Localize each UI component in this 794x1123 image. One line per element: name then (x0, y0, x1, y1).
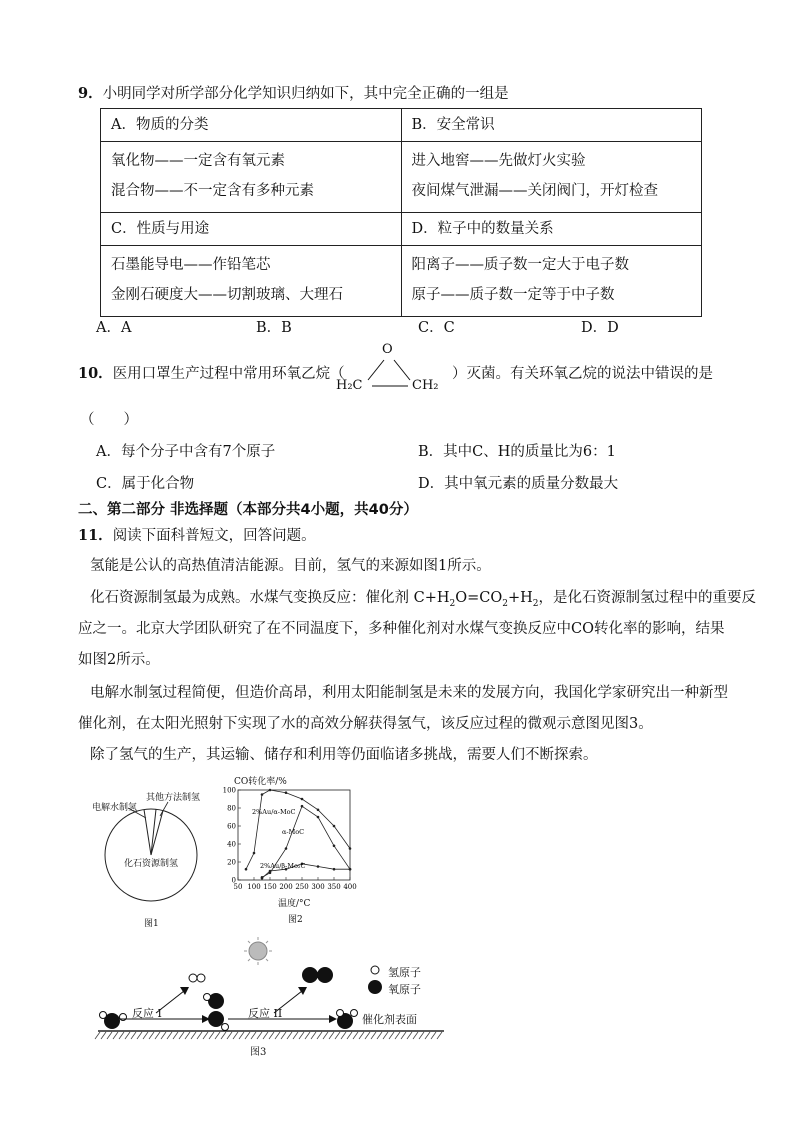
fig2-data-point (245, 868, 248, 871)
fig2-data-point (333, 825, 336, 828)
q10-number: 10． (78, 365, 113, 382)
q9-cell-c-body (101, 246, 402, 317)
sun-icon (244, 937, 272, 965)
catalyst-surface-hatch (95, 1032, 442, 1039)
q9-option-d[interactable]: D．D (581, 320, 619, 336)
q10-stem-before (78, 362, 345, 383)
q9-option-a[interactable]: A．A (96, 320, 132, 336)
q9-d-line2: 原子——质子数一定等于中子数 (411, 287, 615, 303)
q9-option-c[interactable]: C．C (418, 320, 455, 336)
legend-hydrogen-marker (371, 966, 379, 974)
fig1-caption: 图1 (144, 919, 159, 929)
fig2-data-point (317, 809, 320, 812)
fig2-xtick-label: 150 (263, 883, 277, 891)
fig3-legend-oxygen: 氧原子 (388, 983, 421, 996)
fig2-data-point (317, 865, 320, 868)
q9-number: 9． (78, 85, 103, 102)
fig2-ytick-label: 60 (227, 822, 236, 831)
fig2-data-point (349, 868, 352, 871)
fig2-series-label: 2%Au/α-MoC (252, 808, 296, 816)
fig2-data-point (333, 845, 336, 848)
fig2-data-point (301, 798, 304, 801)
q11-paragraph-2-line3: 如图2所示。 (78, 652, 160, 668)
q11-paragraph-3-line1: 电解水制氢过程简便，但造价高昂，利用太阳能制氢是未来的发展方向，我国化学家研究出一种新型 (90, 685, 728, 701)
q9-stem-text: 小明同学对所学部分化学知识归纳如下，其中完全正确的一组是 (102, 86, 509, 102)
q11-paragraph-4: 除了氢气的生产，其运输、储存和利用等仍面临诸多挑战，需要人们不断探索。 (90, 747, 598, 763)
fig2-xtick-label: 400 (343, 883, 357, 891)
fig2-data-point (269, 870, 272, 873)
q11-p2-sub1: 2 (449, 598, 456, 609)
fig2-ytick-label: 100 (222, 786, 236, 795)
figure-1 (88, 780, 218, 930)
q9-b-line2: 夜间煤气泄漏——关闭阀门，开灯检查 (411, 183, 658, 199)
q9-cell-c-head: C．性质与用途 (101, 213, 402, 246)
fig2-series-label: 2%Au/β-Mo₂C (260, 862, 306, 870)
fig2-xtick-label: 100 (247, 883, 261, 891)
fig2-data-point (253, 852, 256, 855)
fig3-surface-label: 催化剂表面 (362, 1013, 417, 1026)
q11-p2-b: O=CO (455, 590, 503, 606)
epoxide-structure (336, 340, 448, 400)
q10-stem-after: ）灭菌。有关环氧乙烷的说法中错误的是 (452, 366, 713, 382)
fig2-data-point (285, 847, 288, 850)
section-2-heading: 二、第二部分 非选择题（本部分共4小题，共40分） (78, 502, 418, 518)
fig2-data-point (269, 789, 272, 792)
fig2-xtick-label: 50 (233, 883, 243, 891)
q9-option-b[interactable]: B．B (256, 320, 292, 336)
fig1-label-electrolysis: 电解水制氢 (92, 803, 138, 813)
q9-c-line1: 石墨能导电——作铅笔芯 (111, 257, 271, 273)
q10-option-d[interactable]: D．其中氧元素的质量分数最大 (418, 476, 619, 492)
fig2-xtick-label: 250 (295, 883, 309, 891)
fig2-ytick-label: 40 (227, 840, 236, 849)
figure-2 (222, 772, 360, 932)
q11-p2-a: 化石资源制氢最为成熟。水煤气变换反应：催化剂 C+H (90, 590, 450, 606)
q9-cell-a-body (101, 142, 402, 213)
q9-cell-b-body (401, 142, 702, 213)
fig1-slice-line-1 (144, 810, 151, 856)
fig2-data-point (333, 868, 336, 871)
fig1-label-other: 其他方法制氢 (146, 793, 201, 803)
q9-d-line1: 阳离子——质子数一定大于电子数 (411, 257, 629, 273)
q11-paragraph-2-line1 (90, 586, 756, 609)
q11-number: 11． (78, 527, 113, 544)
q9-cell-d-head: D．粒子中的数量关系 (401, 213, 702, 246)
fig3-diagram (94, 935, 454, 1060)
fig2-series-label: α-MoC (282, 828, 305, 836)
fig2-xtick-label: 300 (311, 883, 325, 891)
fig2-xtick-label: 350 (327, 883, 341, 891)
q10-option-a[interactable]: A．每个分子中含有7个原子 (96, 444, 276, 460)
q11-paragraph-1: 氢能是公认的高热值清洁能源。目前，氢气的来源如图1所示。 (90, 558, 491, 574)
fig3-caption: 图3 (250, 1047, 267, 1058)
epoxide-right-label: CH₂ (412, 378, 439, 393)
figure-3 (94, 935, 454, 1060)
q9-a-line1: 氧化物——一定含有氧元素 (111, 153, 285, 169)
q10-option-c[interactable]: C．属于化合物 (96, 476, 195, 492)
q9-c-line2: 金刚石硬度大——切割玻璃、大理石 (111, 287, 343, 303)
fig2-caption: 图2 (288, 915, 303, 925)
q10-option-b[interactable]: B．其中C、H的质量比为6：1 (418, 444, 616, 460)
fig2-data-point (349, 847, 352, 850)
q11-p2-sub2: 2 (502, 598, 508, 609)
q11-paragraph-2-line2: 应之一。北京大学团队研究了在不同温度下，多种催化剂对水煤气变换反应中CO转化率的影响，结果 (78, 621, 725, 637)
epoxide-left-label: H₂C (336, 378, 363, 393)
q11-p2-sub3: 2 (532, 598, 539, 609)
q9-stem (78, 82, 509, 103)
fig2-ytick-label: 0 (231, 876, 236, 885)
fig1-slice-line-2 (151, 809, 156, 855)
q9-cell-b-head: B．安全常识 (401, 109, 702, 142)
q10-answer-paren: （ ） (80, 412, 138, 428)
epoxide-o-label: O (382, 342, 393, 357)
fig2-xlabel: 温度/°C (278, 899, 311, 909)
q11-stem (78, 524, 316, 545)
fig2-data-point (285, 791, 288, 794)
fig2-xtick-label: 200 (279, 883, 293, 891)
fig3-reaction-1: 反应 I (132, 1007, 162, 1020)
fig2-data-point (317, 816, 320, 819)
fig1-slice-line-3 (151, 811, 163, 855)
q9-cell-d-body (401, 246, 702, 317)
fig2-ytick-label: 80 (227, 804, 236, 813)
q11-p2-d: ，是化石资源制氢过程中的重要反 (538, 590, 757, 606)
fig2-ylabel: CO转化率/% (234, 777, 287, 787)
legend-oxygen-marker (368, 980, 382, 994)
fig3-reaction-2: 反应 II (248, 1007, 283, 1020)
fig2-data-point (261, 793, 264, 796)
q11-paragraph-3-line2: 催化剂，在太阳光照射下实现了水的高效分解获得氢气，该反应过程的微观示意图见图3。 (78, 716, 653, 732)
q11-p2-c: +H (508, 590, 533, 606)
q9-b-line1: 进入地窖——先做灯火实验 (411, 153, 586, 169)
fig3-legend-hydrogen: 氢原子 (388, 966, 421, 979)
fig2-data-point (301, 805, 304, 808)
q9-cell-a-head: A．物质的分类 (101, 109, 402, 142)
fig2-data-point (261, 877, 264, 880)
q11-stem-text: 阅读下面科普短文，回答问题。 (112, 528, 316, 544)
fig1-label-fossil: 化石资源制氢 (124, 859, 179, 869)
q9-table (100, 108, 702, 317)
q9-a-line2: 混合物——不一定含有多种元素 (111, 183, 314, 199)
q10-stem-before-text: 医用口罩生产过程中常用环氧乙烷（ (112, 366, 345, 382)
fig2-ytick-label: 20 (227, 858, 236, 867)
